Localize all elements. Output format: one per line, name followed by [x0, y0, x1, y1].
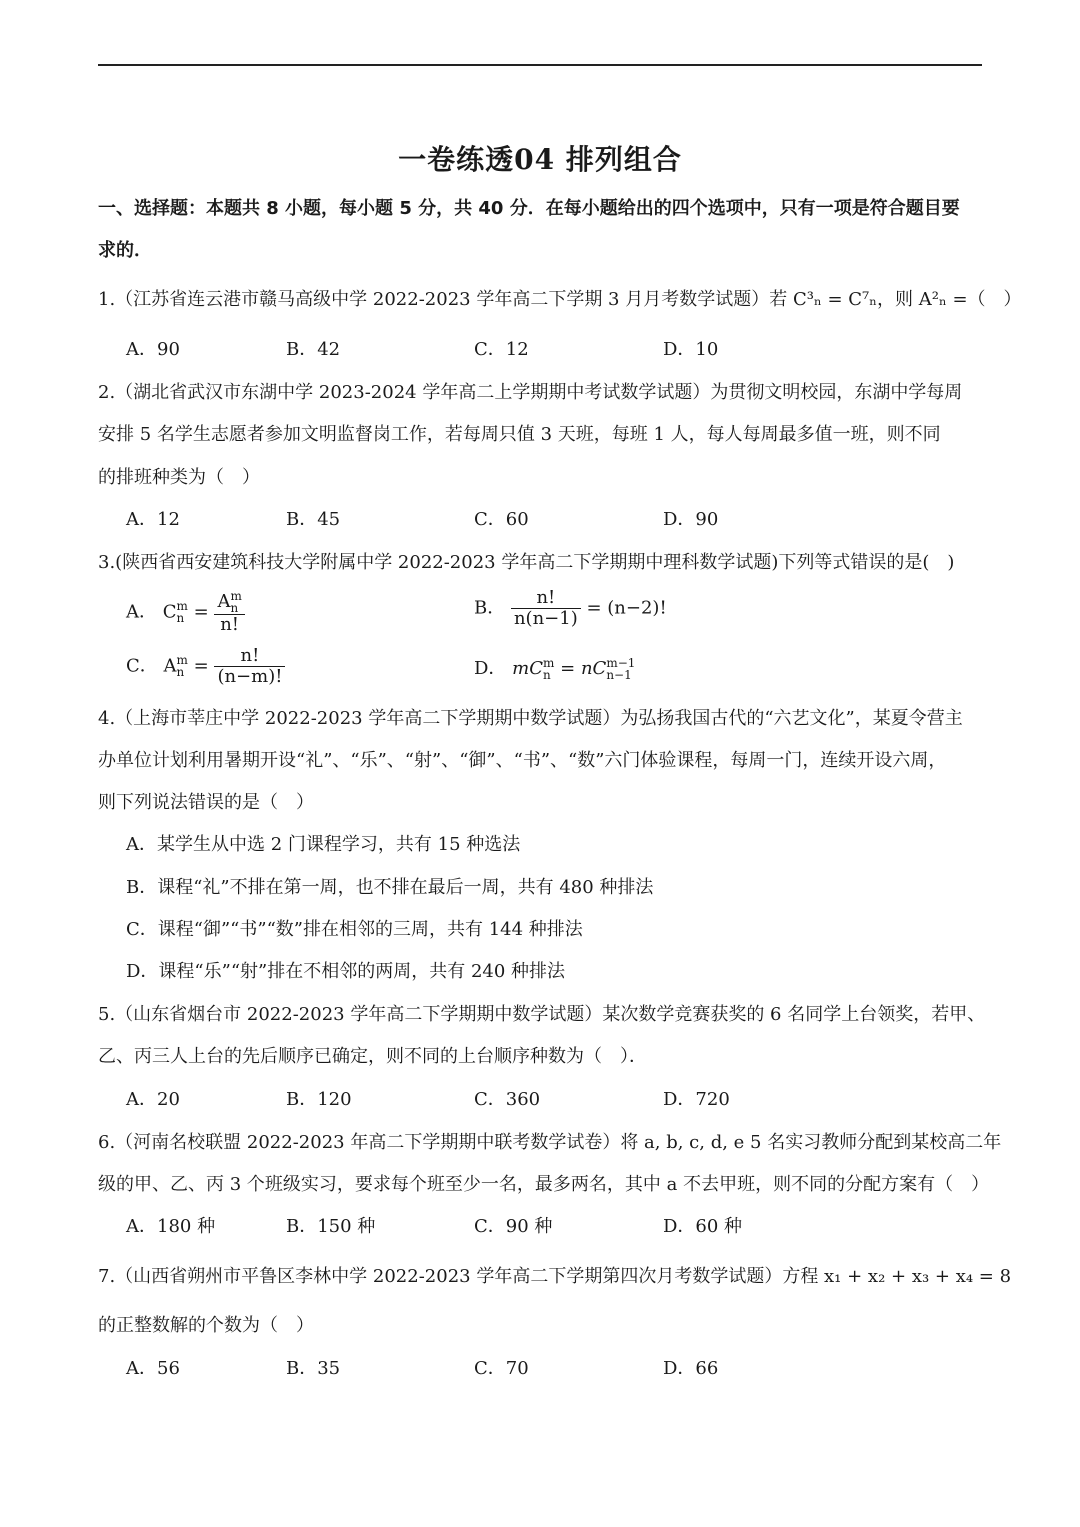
q1-option-a: A．90 — [126, 339, 180, 360]
question-6-line2: 级的甲、乙、丙 3 个班级实习，要求每个班至少一名，最多两名，其中 a 不去甲班，则不同的分配方案有（ ） — [98, 1174, 990, 1195]
q2-option-d: D．90 — [663, 509, 719, 530]
q3-option-c-fraction: $\frac{n!}{(n-m)!}$ — [214, 646, 285, 687]
q4-option-c: C．课程“御”“书”“数”排在相邻的三周，共有 144 种排法 — [126, 919, 583, 940]
question-5-line2: 乙、丙三人上台的先后顺序已确定，则不同的上台顺序种数为（ ）． — [98, 1046, 647, 1067]
question-4-line1: 4.（上海市莘庄中学 2022-2023 学年高二下学期期中数学试题）为弘扬我国古代的“六艺文化”，某夏令营主 — [98, 708, 963, 729]
question-7-line1: 7.（山西省朔州市平鲁区李林中学 2022-2023 学年高二下学期第四次月考数学试题）方程 x₁ + x₂ + x₃ + x₄ = 8 — [98, 1266, 1012, 1287]
q4-option-a: A．某学生从中选 2 门课程学习，共有 15 种选法 — [126, 834, 521, 855]
q6-option-d: D．60 种 — [663, 1216, 743, 1237]
question-1 — [98, 287, 1022, 313]
question-1-condition: C³ₙ = C⁷ₙ，则 A²ₙ =（ ） — [792, 289, 1022, 310]
question-1-text: 1.（江苏省连云港市赣马高级中学 2022-2023 学年高二下学期 3 月月考数学试题）若 — [98, 289, 788, 310]
q3-option-a: A． C m n = A m n n! — [126, 590, 245, 635]
q2-option-b: B．45 — [286, 509, 341, 530]
q1-option-b: B．42 — [286, 339, 341, 360]
q4-option-b: B．课程“礼”不排在第一周，也不排在最后一周，共有 480 种排法 — [126, 877, 654, 898]
header-rule — [98, 64, 982, 66]
q5-option-b: B．120 — [286, 1089, 352, 1110]
q7-option-d: D．66 — [663, 1358, 719, 1379]
question-4-line3: 则下列说法错误的是（ ） — [98, 792, 314, 813]
q6-option-b: B．150 种 — [286, 1216, 376, 1237]
question-4-line2: 办单位计划利用暑期开设“礼”、“乐”、“射”、“御”、“书”、“数”六门体验课程，每周一门，连续开设六周， — [98, 750, 947, 771]
page-title: 一卷练透04 排列组合 — [398, 143, 682, 176]
q1-option-d: D．10 — [663, 339, 719, 360]
q7-option-c: C．70 — [474, 1358, 529, 1379]
q1-option-c: C．12 — [474, 339, 529, 360]
q3-option-a-fraction: A m n n! — [214, 590, 244, 635]
q5-option-c: C．360 — [474, 1089, 541, 1110]
q5-option-d: D．720 — [663, 1089, 730, 1110]
q3-option-b: B． $\frac{n!}{n(n-1)}$ = (n−2)! — [474, 587, 667, 629]
q6-option-a: A．180 种 — [126, 1216, 216, 1237]
question-2-line1: 2.（湖北省武汉市东湖中学 2023-2024 学年高二上学期期中考试数学试题）为贯彻文明校园，东湖中学每周 — [98, 382, 963, 403]
q5-option-a: A．20 — [126, 1089, 180, 1110]
section-heading-line2: 求的． — [98, 240, 152, 261]
q2-option-a: A．12 — [126, 509, 180, 530]
question-2-line2: 安排 5 名学生志愿者参加文明监督岗工作，若每周只值 3 天班，每班 1 人，每人每周最多值一班，则不同 — [98, 424, 941, 445]
q3-option-d: D． mC m n = nC m−1 n−1 — [474, 656, 636, 682]
q3-option-b-fraction: $\frac{n!}{n(n-1)}$ — [511, 588, 581, 629]
question-3: 3.(陕西省西安建筑科技大学附属中学 2022-2023 学年高二下学期期中理科数学试题)下列等式错误的是( ) — [98, 552, 955, 573]
q7-option-b: B．35 — [286, 1358, 341, 1379]
q4-option-d: D．课程“乐”“射”排在不相邻的两周，共有 240 种排法 — [126, 961, 566, 982]
section-heading-line1: 一、选择题：本题共 8 小题，每小题 5 分，共 40 分．在每小题给出的四个选项中，只有一项是符合题目要 — [98, 198, 960, 219]
q7-option-a: A．56 — [126, 1358, 180, 1379]
q6-option-c: C．90 种 — [474, 1216, 553, 1237]
question-5-line1: 5.（山东省烟台市 2022-2023 学年高二下学期期中数学试题）某次数学竞赛获奖的 6 名同学上台领奖，若甲、 — [98, 1004, 986, 1025]
q3-option-c: C． A m n = $\frac{n!}{(n-m)!}$ — [126, 646, 285, 687]
q2-option-c: C．60 — [474, 509, 529, 530]
question-6-line1: 6.（河南名校联盟 2022-2023 年高二下学期期中联考数学试卷）将 a, b, c, d, e 5 名实习教师分配到某校高二年 — [98, 1132, 1002, 1153]
question-2-line3: 的排班种类为（ ） — [98, 467, 260, 488]
question-7-line2: 的正整数解的个数为（ ） — [98, 1315, 314, 1336]
